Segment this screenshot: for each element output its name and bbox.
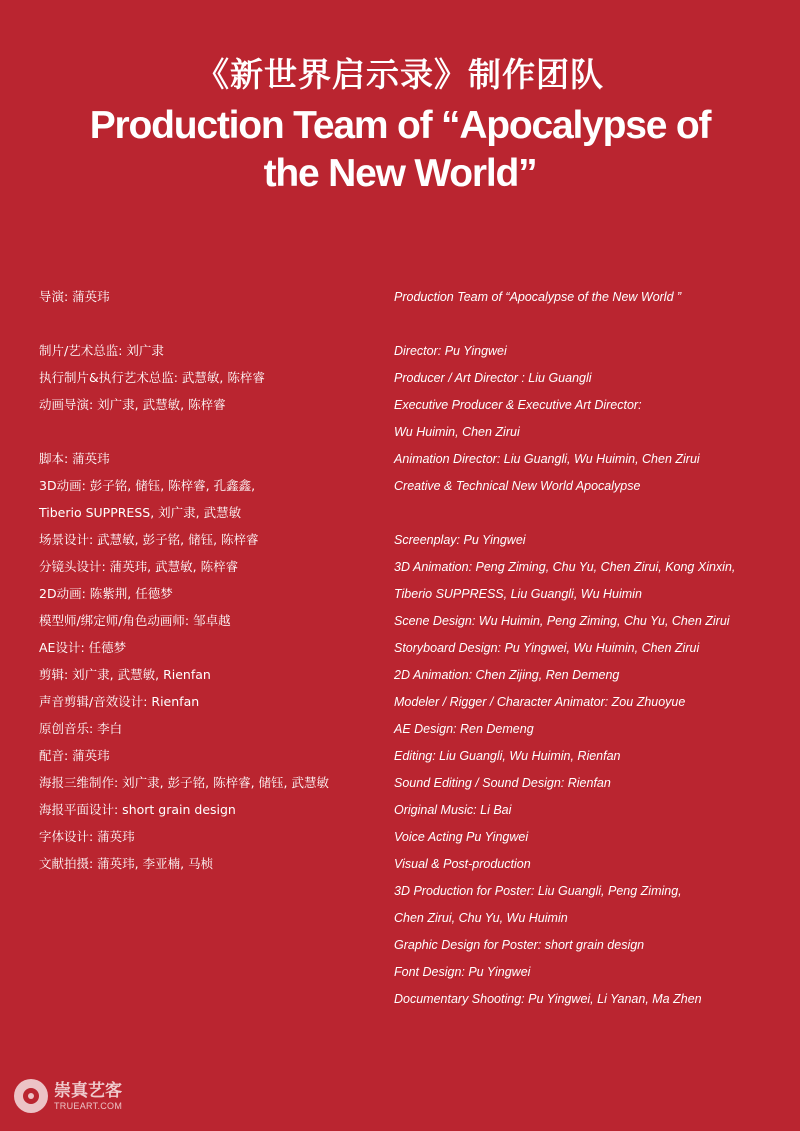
en-spacer <box>394 311 794 338</box>
en-credit-line: Scene Design: Wu Huimin, Peng Ziming, Chu Yu, Chen Zirui <box>394 614 730 628</box>
credits-column-english <box>394 284 794 1013</box>
cn-credit-line: 3D动画: 彭子铭, 储钰, 陈梓睿, 孔鑫鑫, <box>39 478 256 493</box>
cn-credit-line: 剪辑: 刘广隶, 武慧敏, Rienfan <box>39 667 211 682</box>
en-credit-line: Editing: Liu Guangli, Wu Huimin, Rienfan <box>394 749 621 763</box>
en-credit-line: Graphic Design for Poster: short grain design <box>394 938 645 952</box>
en-credit-line: AE Design: Ren Demeng <box>394 722 534 736</box>
en-credit-line: 3D Animation: Peng Ziming, Chu Yu, Chen Zirui, Kong Xinxin, <box>394 560 736 574</box>
cn-credit-line: 文献拍摄: 蒲英玮, 李亚楠, 马桢 <box>39 856 214 871</box>
en-credit-line: 2D Animation: Chen Zijing, Ren Demeng <box>394 668 620 682</box>
cn-credit-line: 海报平面设计: short grain design <box>39 802 236 817</box>
en-credit-line: Storyboard Design: Pu Yingwei, Wu Huimin, Chen Zirui <box>394 641 700 655</box>
en-spacer <box>394 500 794 527</box>
en-credit-line: Director: Pu Yingwei <box>394 344 507 358</box>
cn-credit-line: 字体设计: 蒲英玮 <box>39 829 135 844</box>
cn-credit-line: 动画导演: 刘广隶, 武慧敏, 陈梓睿 <box>39 397 226 412</box>
page-title-en-line2: the New World” <box>263 152 537 195</box>
cn-credit-line: 导演: 蒲英玮 <box>39 289 110 304</box>
en-credit-line: Executive Producer & Executive Art Director: <box>394 398 642 412</box>
cn-credit-line: 声音剪辑/音效设计: Rienfan <box>39 694 200 709</box>
en-credit-line: 3D Production for Poster: Liu Guangli, Peng Ziming, <box>394 884 682 898</box>
credits-column-chinese <box>39 283 379 877</box>
en-credit-line: Producer / Art Director : Liu Guangli <box>394 371 592 385</box>
cn-credit-line: 原创音乐: 李白 <box>39 721 123 736</box>
cn-credit-line: 2D动画: 陈紫荆, 任德梦 <box>39 586 173 601</box>
en-credit-line: Voice Acting Pu Yingwei <box>394 830 529 844</box>
watermark <box>14 1079 122 1113</box>
en-credit-line: Sound Editing / Sound Design: Rienfan <box>394 776 611 790</box>
en-credit-line: Animation Director: Liu Guangli, Wu Huimin, Chen Zirui <box>394 452 700 466</box>
page-title-en <box>0 102 800 198</box>
en-credit-line: Screenplay: Pu Yingwei <box>394 533 526 547</box>
watermark-en: TRUEART.COM <box>54 1101 123 1111</box>
en-credit-line: Creative & Technical New World Apocalypse <box>394 479 641 493</box>
en-credit-line: Tiberio SUPPRESS, Liu Guangli, Wu Huimin <box>394 587 642 601</box>
watermark-text <box>54 1081 122 1111</box>
trueart-logo-icon <box>14 1079 48 1113</box>
page-title-cn: 《新世界启示录》制作团队 <box>196 55 604 94</box>
title-block <box>0 52 800 198</box>
en-credit-line: Chen Zirui, Chu Yu, Wu Huimin <box>394 911 568 925</box>
cn-spacer <box>39 418 379 445</box>
en-credit-line: Original Music: Li Bai <box>394 803 512 817</box>
cn-credit-line: 脚本: 蒲英玮 <box>39 451 110 466</box>
cn-credit-line: 场景设计: 武慧敏, 彭子铭, 储钰, 陈梓睿 <box>39 532 259 547</box>
cn-credit-line: Tiberio SUPPRESS, 刘广隶, 武慧敏 <box>39 505 242 520</box>
cn-credit-line: AE设计: 任德梦 <box>39 640 127 655</box>
cn-credit-line: 配音: 蒲英玮 <box>39 748 110 763</box>
page-title-en-line1: Production Team of “Apocalypse of <box>89 104 711 147</box>
cn-credit-line: 海报三维制作: 刘广隶, 彭子铭, 陈梓睿, 储钰, 武慧敏 <box>39 775 329 790</box>
en-credit-line: Production Team of “Apocalypse of the New World ” <box>394 290 682 304</box>
en-credit-line: Modeler / Rigger / Character Animator: Zou Zhuoyue <box>394 695 686 709</box>
cn-spacer <box>39 310 379 337</box>
en-credit-line: Visual & Post-production <box>394 857 531 871</box>
en-credit-line: Wu Huimin, Chen Zirui <box>394 425 520 439</box>
watermark-cn: 崇真艺客 <box>54 1081 122 1101</box>
en-credit-line: Documentary Shooting: Pu Yingwei, Li Yanan, Ma Zhen <box>394 992 702 1006</box>
cn-credit-line: 分镜头设计: 蒲英玮, 武慧敏, 陈梓睿 <box>39 559 239 574</box>
cn-credit-line: 执行制片&执行艺术总监: 武慧敏, 陈梓睿 <box>39 370 265 385</box>
cn-credit-line: 模型师/绑定师/角色动画师: 邹卓越 <box>39 613 231 628</box>
en-credit-line: Font Design: Pu Yingwei <box>394 965 531 979</box>
cn-credit-line: 制片/艺术总监: 刘广隶 <box>39 343 164 358</box>
